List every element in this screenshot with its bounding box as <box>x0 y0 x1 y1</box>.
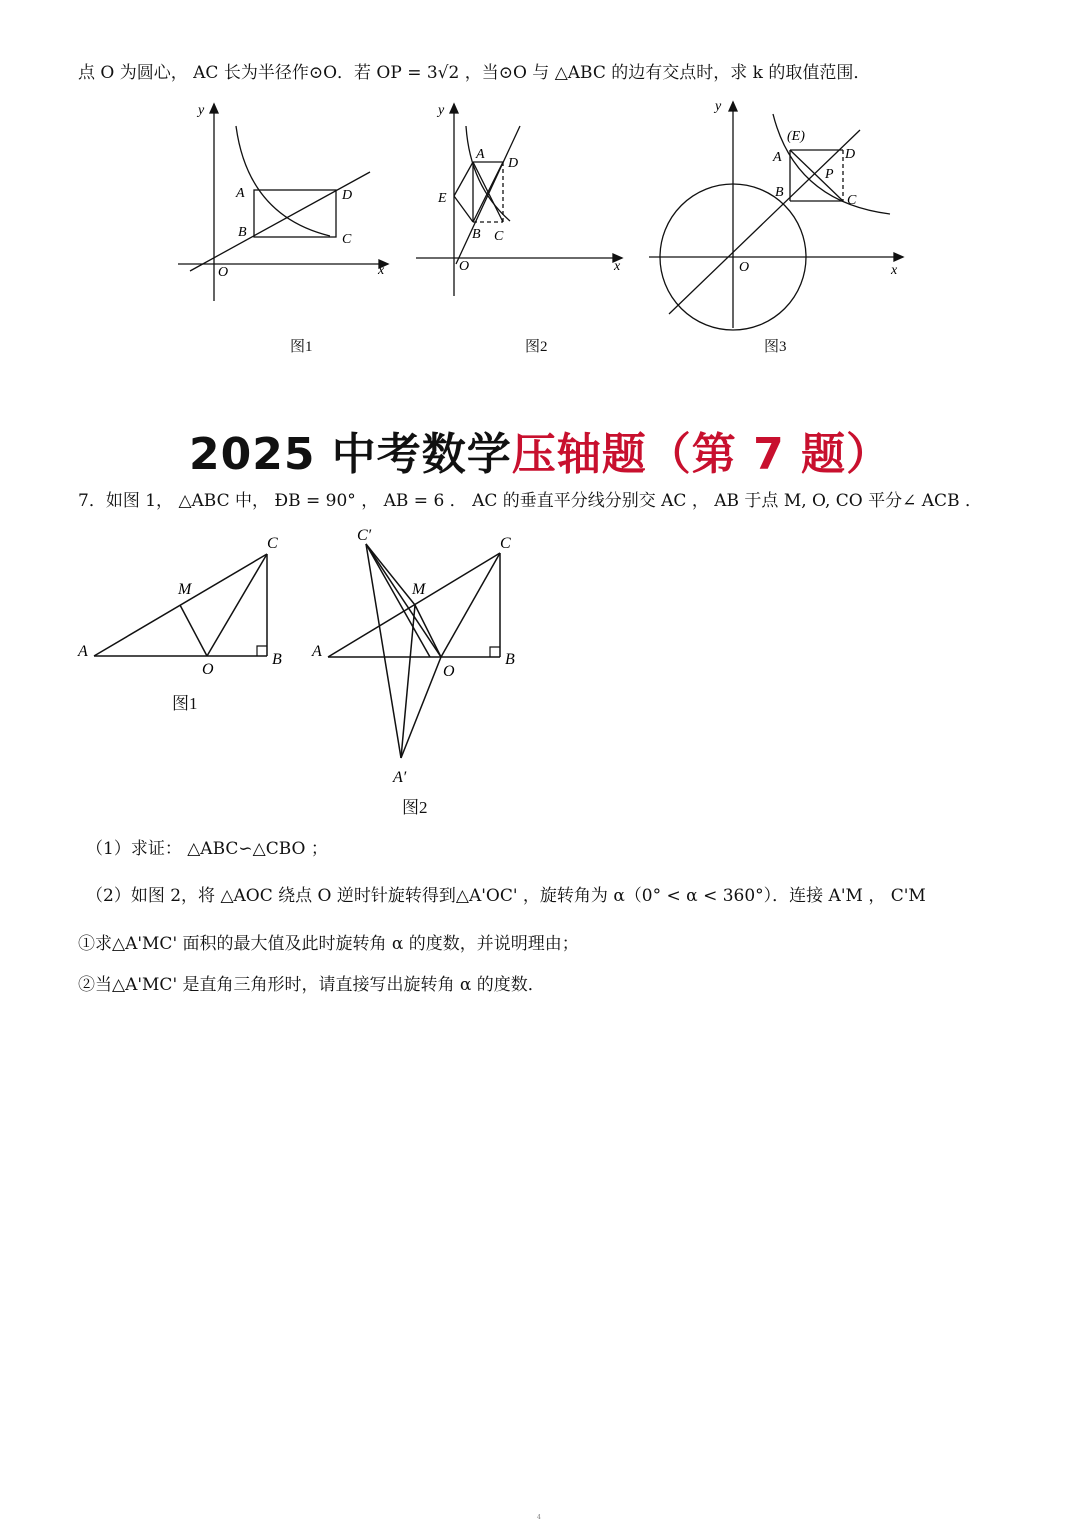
label-c: C <box>342 232 352 247</box>
title-red: 压轴题（第 7 题） <box>511 429 892 480</box>
label-c: C <box>847 193 857 208</box>
problem-7-part-1: （1）求证： △ABC∽△CBO ； <box>86 839 328 859</box>
right-angle-mark <box>490 647 500 657</box>
title-black: 2025 中考数学 <box>188 429 512 480</box>
label-m: M <box>178 581 192 598</box>
label-d: D <box>508 156 519 171</box>
y-axis-arrow <box>729 102 737 111</box>
page-mark: 4 <box>537 1514 541 1521</box>
label-b: B <box>775 185 784 200</box>
label-a: A <box>78 643 88 660</box>
y-axis-arrow <box>210 104 218 113</box>
segment-ac <box>328 553 500 657</box>
line-through-origin <box>669 130 860 314</box>
label-m: M <box>412 581 426 598</box>
label-c: C <box>267 535 278 552</box>
page-title <box>0 418 1080 482</box>
label-e: E <box>438 191 447 206</box>
label-o: O <box>739 260 750 275</box>
line-through-origin <box>190 172 370 271</box>
label-c: C <box>500 535 511 552</box>
segment-ac <box>790 150 843 201</box>
segment-c-prime-m <box>366 544 415 605</box>
y-axis-arrow <box>450 104 458 113</box>
segment-eb <box>454 196 473 222</box>
segment-mo <box>415 605 441 657</box>
top-figure-3 <box>645 92 910 332</box>
label-d: D <box>342 188 353 203</box>
label-b: B <box>272 651 282 668</box>
label-y: y <box>438 103 445 118</box>
label-b: B <box>472 227 481 242</box>
problem-7-sub-1: ①求△A'MC' 面积的最大值及此时旋转角 α 的度数，并说明理由； <box>78 934 579 954</box>
problem-7-figure-2-caption: 图2 <box>402 798 428 817</box>
top-figure-2 <box>410 96 635 311</box>
line-through-origin <box>456 126 520 264</box>
label-y: y <box>198 103 205 118</box>
segment-a-prime-o <box>401 657 441 758</box>
label-e: (E) <box>787 129 805 144</box>
label-o: O <box>202 661 214 678</box>
right-angle-mark <box>257 646 267 656</box>
label-d: D <box>845 147 856 162</box>
problem-7-part-2: （2）如图 2，将 △AOC 绕点 O 逆时针旋转得到△A'OC' ，旋转角为 α（0° < α < 360°）．连接 A'M ， C'M <box>86 886 926 906</box>
prev-problem-text: 点 O 为圆心， AC 长为半径作⊙O．若 OP = 3√2 ，当⊙O 与 △ABC 的边有交点时，求 k 的取值范围． <box>78 63 871 83</box>
problem-7-figure-1-caption: 图1 <box>172 694 198 713</box>
label-b: B <box>505 651 515 668</box>
label-a: A <box>312 643 322 660</box>
label-o: O <box>218 265 229 280</box>
label-b: B <box>238 225 247 240</box>
label-a: A <box>236 186 245 201</box>
label-a: A <box>476 147 485 162</box>
label-o: O <box>443 663 455 680</box>
segment-ea <box>454 162 473 196</box>
top-figure-2-caption: 图2 <box>525 339 548 355</box>
label-c: C <box>494 229 504 244</box>
segment-mo <box>180 605 207 656</box>
problem-7-stem: 7．如图 1， △ABC 中， ÐB = 90° ， AB = 6 ． AC 的垂直平分线分别交 AC ， AB 于点 M, O, CO 平分∠ ACB ． <box>78 491 982 511</box>
problem-7-sub-2: ②当△A'MC' 是直角三角形时，请直接写出旋转角 α 的度数． <box>78 975 545 995</box>
top-figure-3-caption: 图3 <box>764 339 787 355</box>
problem-7-figure-1 <box>70 528 300 678</box>
label-x: x <box>614 259 621 274</box>
segment-c-prime-o <box>366 544 441 657</box>
label-y: y <box>715 99 722 114</box>
top-figure-1-caption: 图1 <box>290 339 313 355</box>
segment-co <box>207 554 267 656</box>
segment-co <box>441 553 500 657</box>
label-x: x <box>891 263 898 278</box>
label-o: O <box>459 259 470 274</box>
problem-7-figure-2 <box>300 520 540 790</box>
top-figure-1 <box>170 96 400 311</box>
x-axis-arrow <box>894 253 903 261</box>
label-p: P <box>825 167 834 182</box>
label-a-prime: A′ <box>393 769 407 786</box>
label-a: A <box>773 150 782 165</box>
label-c-prime: C′ <box>357 527 372 544</box>
label-x: x <box>378 263 385 278</box>
